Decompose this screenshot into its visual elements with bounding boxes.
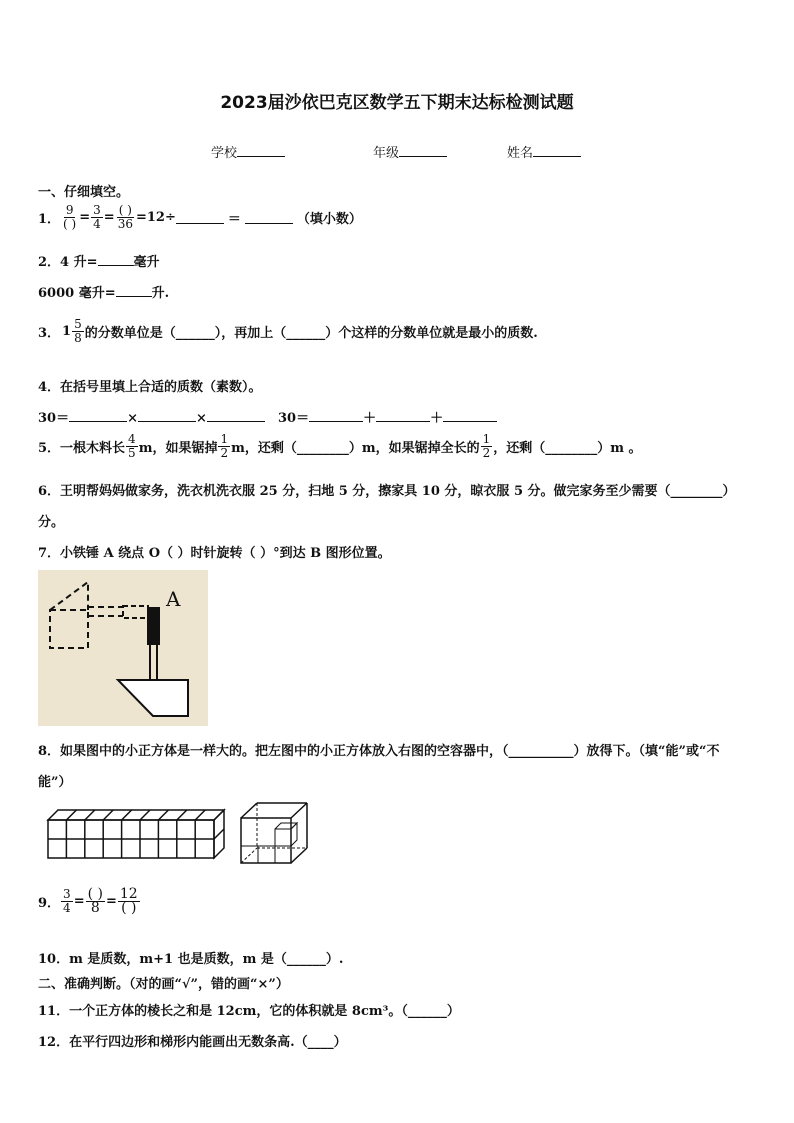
q1-blank1[interactable] (176, 211, 224, 224)
q1-blank2[interactable] (245, 211, 293, 224)
q5-frac3: $\frac{1}{2}$ (482, 432, 491, 460)
question-3: 3． 1 $\frac{5}{8}$ 的分数单位是（______），再加上（______）个这样的分数单位就是最小的质数. (38, 317, 538, 345)
q4-blank4[interactable] (309, 409, 363, 422)
name-field[interactable] (507, 142, 581, 161)
grade-field[interactable] (373, 142, 447, 161)
school-label: 学校 (211, 146, 238, 161)
q4-blank6[interactable] (443, 409, 497, 422)
question-9: 9． $\frac{3}{4}$ = $\frac{( )}{8}$ = $\frac{12}{( )}$ (38, 886, 138, 916)
question-2-line1: 2．4 升= 毫升 (38, 255, 160, 270)
empty-container-figure (238, 800, 310, 866)
point-a-label: A (166, 587, 181, 611)
grade-label: 年级 (373, 146, 400, 161)
question-5: 5．一根木料长 $\frac{4}{5}$ m，如果锯掉 $\frac{1}{2}$ m，还剩（________）m，如果锯掉全长的 $\frac{1}{2}$ ，还剩（________）m 。 (38, 432, 642, 460)
school-blank[interactable] (237, 144, 285, 157)
q5-frac2: $\frac{1}{2}$ (220, 432, 229, 460)
question-4-eq1: 30＝ × × (38, 407, 265, 426)
q3-mixed-frac: $\frac{5}{8}$ (74, 317, 82, 345)
name-label: 姓名 (507, 146, 534, 161)
question-8-line1: 8．如果图中的小正方体是一样大的。把左图中的小正方体放入右图的空容器中，（__________）放得下。（填“能”或“不 (38, 744, 720, 759)
q5-frac1: $\frac{4}{5}$ (128, 432, 136, 460)
name-blank[interactable] (533, 144, 581, 157)
question-6-line1: 6．王明帮妈妈做家务，洗衣机洗衣服 25 分，扫地 5 分，擦家具 10 分，晾衣服 5 分。做完家务至少需要（________） (38, 484, 736, 499)
q2-blank2[interactable] (116, 284, 152, 297)
q4-blank5[interactable] (376, 409, 430, 422)
school-field[interactable] (211, 142, 285, 161)
hammer-rotation-figure (38, 570, 208, 726)
question-12: 12．在平行四边形和梯形内能画出无数条高.（____） (38, 1035, 347, 1050)
q4-blank2[interactable] (138, 409, 196, 422)
section1-heading: 一、仔细填空。 (38, 185, 130, 200)
q1-frac3: $\frac{( )}{36}$ (117, 203, 133, 231)
q1-frac2: $\frac{3}{4}$ (93, 203, 101, 231)
q1-frac1: $\frac{9}{( )}$ (63, 203, 77, 231)
q2-blank1[interactable] (98, 253, 134, 266)
question-10: 10．m 是质数，m+1 也是质数，m 是（______）. (38, 952, 344, 967)
question-7: 7．小铁锤 A 绕点 O（ ）时针旋转（ ）°到达 B 图形位置。 (38, 546, 391, 561)
question-4: 4．在括号里填上合适的质数（素数）。 (38, 380, 262, 395)
q4-blank1[interactable] (69, 409, 127, 422)
q9-frac2: $\frac{( )}{8}$ (87, 886, 103, 916)
q9-frac3: $\frac{12}{( )}$ (119, 886, 138, 916)
question-4-eq2: 30＝ ＋ ＋ (278, 407, 497, 426)
q9-frac1: $\frac{3}{4}$ (63, 887, 71, 915)
question-11: 11．一个正方体的棱长之和是 12cm，它的体积就是 8cm³。（______） (38, 1004, 460, 1019)
question-8-line2: 能”） (38, 775, 72, 790)
question-6-line2: 分。 (38, 515, 65, 530)
page-title: 2023届沙依巴克区数学五下期末达标检测试题 (220, 93, 574, 113)
question-1: 1． $\frac{9}{( )}$ = $\frac{3}{4}$ = $\frac{( )}{36}$ =12÷ ＝ （填小数） (38, 203, 362, 231)
cube-stack-figure (44, 806, 226, 862)
section2-heading: 二、准确判断。（对的画“√”，错的画“×”） (38, 977, 289, 992)
q4-blank3[interactable] (207, 409, 265, 422)
question-2-line2: 6000 毫升= 升. (38, 286, 170, 301)
grade-blank[interactable] (399, 144, 447, 157)
q1-number: 1． (38, 212, 61, 227)
